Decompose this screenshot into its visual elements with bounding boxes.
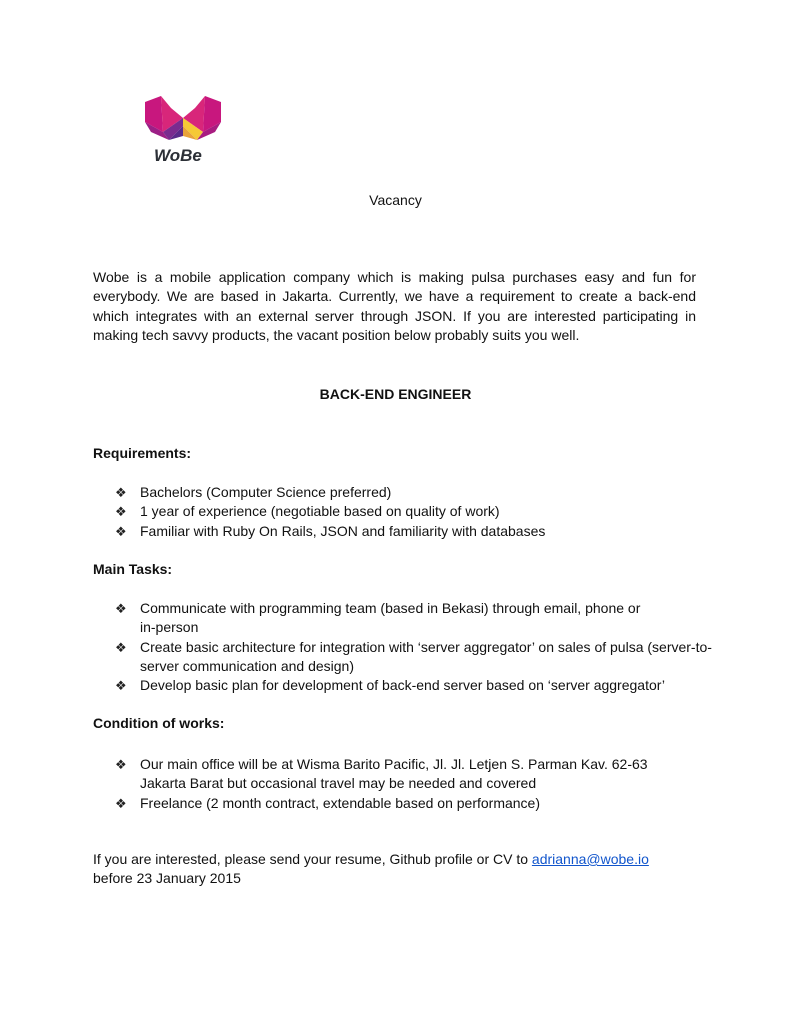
diamond-bullet-icon: ❖ bbox=[115, 639, 127, 655]
main-tasks-list bbox=[115, 599, 712, 695]
wobe-logo-mark-icon bbox=[145, 96, 221, 146]
requirements-list bbox=[115, 483, 705, 541]
list-item: ❖ Familiar with Ruby On Rails, JSON and familiarity with databases bbox=[115, 522, 705, 541]
email-link[interactable]: adrianna@wobe.io bbox=[531, 851, 649, 867]
diamond-bullet-icon: ❖ bbox=[115, 485, 127, 500]
position-title: BACK-END ENGINEER bbox=[319, 386, 472, 402]
diamond-bullet-icon: ❖ bbox=[115, 523, 127, 539]
diamond-bullet-icon: ❖ bbox=[115, 795, 127, 811]
closing-paragraph: If you are interested, please send your resume, Github profile or CV to adrianna@wobe.io before 23 January 2015 bbox=[93, 851, 649, 887]
list-item: ❖ Bachelors (Computer Science preferred) bbox=[115, 483, 705, 502]
list-item: ❖ 1 year of experience (negotiable based on quality of work) bbox=[115, 502, 705, 521]
conditions-list bbox=[115, 755, 675, 813]
list-item: ❖ Our main office will be at Wisma Barito Pacific, Jl. Jl. Letjen S. Parman Kav. 62-63 Jakarta Barat but occasional travel may be needed and covered bbox=[115, 756, 648, 792]
diamond-bullet-icon: ❖ bbox=[115, 504, 127, 520]
list-item: ❖ Communicate with programming team (based in Bekasi) through email, phone or in-person bbox=[115, 600, 641, 636]
wobe-logo-wordmark: WoBe bbox=[154, 146, 202, 165]
page-title: Vacancy bbox=[369, 192, 422, 208]
intro-paragraph: Wobe is a mobile application company which is making pulsa purchases easy and fun for everybody. We are based in Jakarta. Currently, we have a requirement to create a back-end which integrates with an external server through JSON. If you are interested participating in making tech savvy products, the vacant position below probably suits you well. bbox=[93, 269, 696, 343]
main-tasks-heading: Main Tasks: bbox=[93, 561, 173, 577]
conditions-heading: Condition of works: bbox=[93, 715, 225, 731]
list-item: ❖ Develop basic plan for development of back-end server based on ‘server aggregator’ bbox=[115, 676, 730, 695]
diamond-bullet-icon: ❖ bbox=[115, 757, 127, 772]
requirements-heading: Requirements: bbox=[93, 445, 192, 461]
diamond-bullet-icon: ❖ bbox=[115, 678, 127, 694]
list-item: ❖ Create basic architecture for integration with ‘server aggregator’ on sales of pulsa (server-to-server communication and design) bbox=[115, 638, 712, 674]
list-item: ❖ Freelance (2 month contract, extendable based on performance) bbox=[115, 794, 675, 813]
diamond-bullet-icon: ❖ bbox=[115, 601, 127, 616]
